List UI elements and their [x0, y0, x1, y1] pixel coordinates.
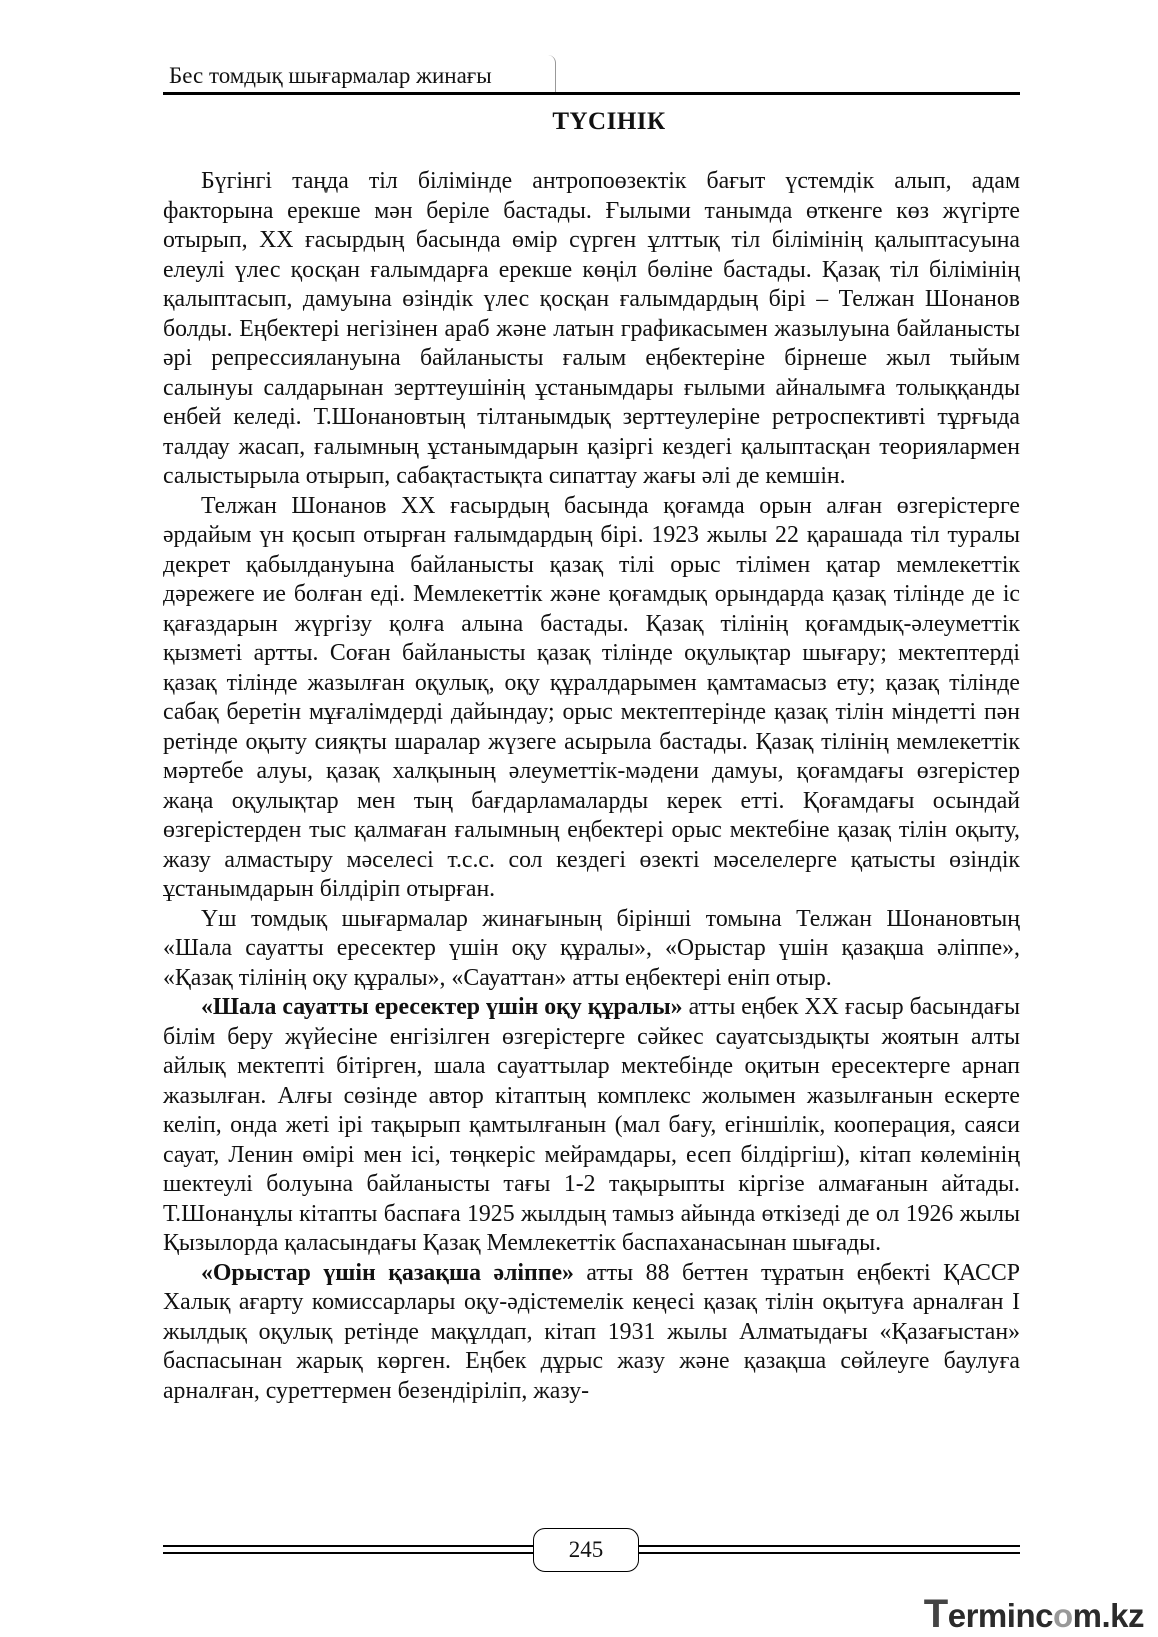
paragraph-1: Бүгінгі таңда тіл білімінде антропоөзектік бағыт үстемдік алып, адам факторына ерекше мән беріле бастады. Ғылыми танымда өткенге көз жүгірте отырып, XX ғасырдың басында өмір сүрген ұлттық тіл білімінің қалыптасуына елеулі үлес қосқан ғалымдарға ерекше көңіл бөліне бастады. Қазақ тіл білімінің қалыптасып, дамуына өзіндік үлес қосқан ғалымдардың бірі – Телжан Шонанов болды. Еңбектері негізінен араб және латын графикасымен жазылуына байланысты әрі репрессиялануына байланысты ғалым еңбектеріне бірнеше жыл тыйым салынуы салдарынан зерттеушінің ұстанымдары ғылыми айналымға толыққанды енбей келеді. Т.Шонановтың тілтанымдық зерттеулеріне ретроспективті тұрғыда талдау жасап, ғалымның ұстанымдарын қазіргі кездегі қалыптасқан теориялармен салыстырыла отырып, сабақтастықта сипаттау жағы әлі де кемшін.	[163, 168, 1020, 489]
page-footer	[163, 1528, 1020, 1572]
book-name-bold: «Орыстар үшін қазақша әліппе»	[201, 1259, 574, 1286]
running-header	[163, 55, 1020, 95]
paragraph-3: Үш томдық шығармалар жинағының бірінші томына Телжан Шонановтың «Шала сауатты ересектер үшін оқу құралы», «Орыстар үшін қазақша әліппе», «Қазақ тілінің оқу құралы», «Сауаттан» атты еңбектері еніп отыр.	[163, 905, 1020, 991]
header-tab	[163, 55, 556, 93]
body-text	[163, 167, 1020, 1406]
paragraph-5: «Орыстар үшін қазақша әліппе» атты 88 беттен тұратын еңбекті ҚАССР Халық ағарту комиссарлары оқу-әдістемелік кеңесі қазақ тілін оқытуға арналған I жылдық оқулық ретінде мақұлдап, кітап 1931 жылы Алматыдағы «Қазағыстан» баспасынан жарық көрген. Еңбек дұрыс жазу және қазақша сөйлеуге баулуға арналған, суреттермен безендіріліп, жазу-	[163, 1259, 1020, 1404]
footer-rule-right-top	[639, 1545, 1020, 1547]
page-number: 245	[533, 1528, 639, 1572]
paragraph-4: «Шала сауатты ересектер үшін оқу құралы» атты еңбек XX ғасыр басындағы білім беру жүйесіне енгізілген өзгерістерге сәйкес сауатсыздықты жоятын алты айлық мектепті бітірген, шала сауаттылар мектебінде оқитын ересектерге арнап жазылған. Алғы сөзінде автор кітаптың комплекс жолымен жазылғанын ескерте келіп, онда жеті ірі тақырып қамтылғанын (мал бағу, егіншілік, кооперация, саяси сауат, Ленин өмірі мен ісі, төңкеріс мейрамдары, есеп білдіргіш), кітап көлемінің шектеулі болуына байланысты тағы 1-2 тақырыпты кіргізе алмағанын айтады. Т.Шонанұлы кітапты баспаға 1925 жылдың тамыз айында өткізеді де ол 1926 жылы Қызылорда қаласындағы Қазақ Мемлекеттік баспаханасынан шығады.	[163, 994, 1020, 1256]
footer-rule-right-bottom	[639, 1552, 1020, 1554]
footer-rule-left-top	[163, 1545, 533, 1547]
header-rule	[163, 92, 1020, 95]
book-name-bold: «Шала сауатты ересектер үшін оқу құралы»	[201, 994, 683, 1020]
paragraph-2: Телжан Шонанов XX ғасырдың басында қоғамда орын алған өзгерістерге әрдайым үн қосып отырған ғалымдардың бірі. 1923 жылы 22 қарашада тіл туралы декрет қабылдануына байланысты қазақ тілі орыс тілімен қатар мемлекеттік дәрежеге ие болған еді. Мемлекеттік және қоғамдық орындарда қазақ тілінде де іс қағаздарын жүргізу қолға алына бастады. Қазақ тілінің қоғамдық-әлеуметтік қызметі артты. Соған байланысты қазақ тілінде оқулықтар шығару; мектептерді қазақ тілінде жазылған оқулық, оқу құралдарымен қамтамасыз ету; қазақ тілінде сабақ беретін мұғалімдерді дайындау; орыс мектептерінде қазақ тілін міндетті пән ретінде оқыту сияқты шаралар жүзеге асырыла бастады. Қазақ тілінің мемлекеттік мәртебе алуы, қазақ халқының әлеуметтік-мәдени дамуы, қоғамдағы өзгерістер жаңа оқулықтар мен тың бағдарламаларды керек етті. Қоғамдағы осындай өзгерістерден тыс қалмаған ғалымның еңбектері орыс мектебіне қазақ тілін оқыту, жазу алмастыру мәселесі т.с.с. сол кездегі өзекті мәселелерге қатысты өзіндік ұстанымдарын білдіріп отырған.	[163, 492, 1020, 902]
footer-rule-left-bottom	[163, 1552, 533, 1554]
book-title: Бес томдық шығармалар жинағы	[169, 63, 492, 88]
page-title: ТҮСІНІК	[552, 108, 666, 135]
watermark-logo: Termincom.kz	[923, 1592, 1144, 1636]
